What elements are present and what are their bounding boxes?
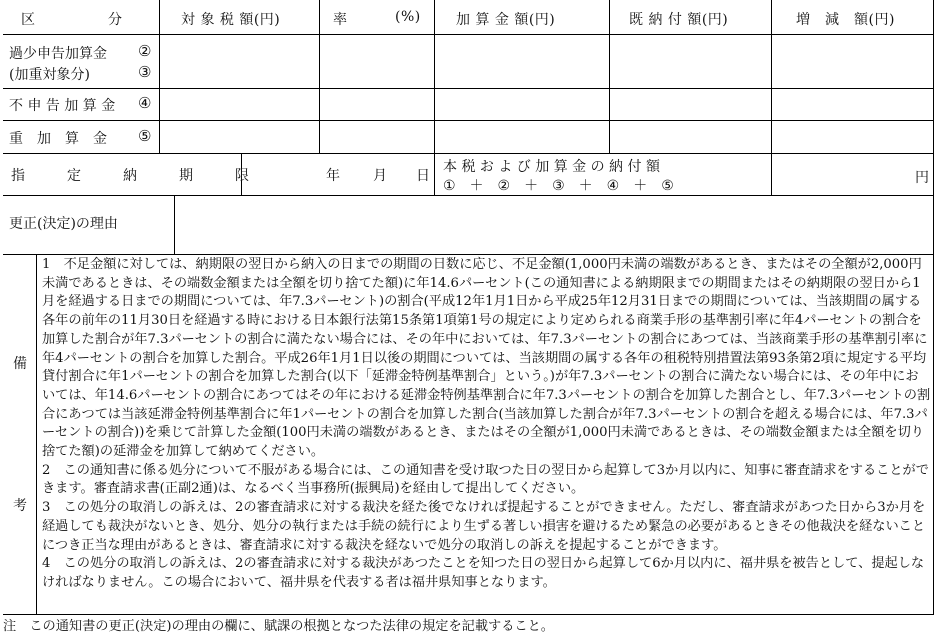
footer-note: 注 この通知書の更正(決定)の理由の欄に、賦課の根拠となつた法律の規定を記載すること。 bbox=[3, 619, 554, 634]
row-kasho-number: ② bbox=[138, 42, 152, 60]
rule-juka-bottom bbox=[3, 153, 933, 154]
remarks-paragraph-1: 1 不足金額に対しては、納期限の翌日から納入の日までの期間の日数に応じ、不足金額(1,000円未満の端数があるとき、またはその全額が2,000円未満であるときは、その端数金額または全額を切り捨てた額)に年14.6パーセント(この通知書による納期限までの期間またはその納期限の翌日から1月を経過する日までの期間については、年7.3パーセント)の割合(平成12年1月1日から平成25年12月31日までの期間については、当該期間の属する各年の前年の11月30日を経過する時における日本銀行法第15条第1項第1号の規定により定められる商業手形の基準割引率に年4パーセントの割合を加算した割合が年7.3パーセントの割合に満たない場合には、その年中においては、年7.3パーセントの割合にあつては、当該商業手形の基準割引率に年4パーセントの割合を加算した割合。平成26年1月1日以後の期間については、当該期間の属する各年の租税特別措置法第93条第2項に規定する平均貸付割合に年1パーセントの割合を加算した割合(以下「延滞金特例基準割合」という。)が年7.3パーセントの割合に満たない場合には、その年中においては、年14.6パーセントの割合にあつてはその年における延滞金特例基準割合に年7.3パーセントの割合を加算した割合とし、年7.3パーセントの割合にあつては当該延滞金特例基準割合に年1パーセントの割合を加算した割合(当該加算した割合が年7.3パーセントの割合を超える場合には、年7.3パーセントの割合))を乗じて計算した金額(100円未満の端数があるとき、またはその全額が1,000円未満であるときは、その端数金額または全額を切り捨てた額)の延滞金を加算して納めてください。 bbox=[42, 257, 931, 460]
header-kasan-kingaku: 加 算 金 額(円) bbox=[456, 12, 556, 28]
row-fushinkoku-number: ④ bbox=[138, 94, 152, 112]
reason-label: 更正(決定)の理由 bbox=[9, 216, 118, 232]
header-zogen-gaku: 増 減 額(円) bbox=[796, 12, 895, 28]
rule-col-1 bbox=[159, 0, 160, 153]
deadline-label: 指 定 納 期 限 bbox=[11, 168, 249, 184]
row-kasho-sub-number: ③ bbox=[138, 63, 152, 81]
header-kino-fugaku: 既 納 付 額(円) bbox=[629, 12, 729, 28]
rule-reason-bottom bbox=[3, 254, 933, 255]
rule-reason-label bbox=[174, 195, 175, 254]
header-kubun: 区 分 bbox=[21, 12, 123, 28]
rule-col-2 bbox=[319, 0, 320, 153]
deadline-day: 日 bbox=[416, 168, 430, 184]
row-fushinkoku-label: 不 申 告 加 算 金 bbox=[9, 98, 116, 114]
rule-header-bottom bbox=[3, 34, 933, 35]
remarks-body bbox=[42, 256, 931, 593]
header-ritsu-unit: (%) bbox=[395, 9, 421, 25]
remarks-paragraph-2: 2 この通知書に係る処分について不服がある場合には、この通知書を受け取つた日の翌日から起算して3か月以内に、知事に審査請求をすることができます。審査請求書(正副2通)は、なるべく当事務所(振興局)を経由して提出してください。 bbox=[42, 462, 929, 497]
remarks-paragraph-3: 3 この処分の取消しの訴えは、2の審査請求に対する裁決を経た後でなければ提起することができません。ただし、審査請求があつた日から3か月を経過しても裁決がないとき、処分、処分の執行または手続の続行により生ずる著しい損害を避けるため緊急の必要があるときその他裁決を経ないことにつき正当な理由があるときは、審査請求に対する裁決を経ないで処分の取消しの訴えを提起することができます。 bbox=[42, 500, 926, 553]
remarks-label-bi: 備 bbox=[13, 356, 27, 372]
rule-deadline-bottom bbox=[3, 195, 933, 196]
row-juka-label: 重 加 算 金 bbox=[9, 131, 107, 147]
notice-form-table bbox=[3, 0, 934, 615]
remarks-paragraph-4: 4 この処分の取消しの訴えは、2の審査請求に対する裁決があつたことを知つた日の翌日から起算して6か月以内に、福井県を被告として、提起しなければなりません。この場合において、福井県を代表する者は福井県知事となります。 bbox=[42, 556, 925, 590]
rule-kasho-bottom bbox=[3, 88, 933, 89]
rule-fushinkoku-bottom bbox=[3, 120, 933, 121]
row-kasho-label: 過少申告加算金 bbox=[9, 46, 107, 62]
rule-col-3 bbox=[434, 0, 435, 195]
rule-remarks-label bbox=[36, 254, 37, 614]
rule-col-4 bbox=[609, 0, 610, 153]
header-ritsu: 率 bbox=[333, 12, 348, 28]
total-payment-yen: 円 bbox=[915, 170, 929, 186]
remarks-label-ko: 考 bbox=[13, 498, 27, 514]
deadline-month: 月 bbox=[373, 168, 387, 184]
row-kasho-sub-label: (加重対象分) bbox=[9, 67, 90, 83]
row-juka-number: ⑤ bbox=[138, 127, 152, 145]
header-taisho-zeigaku: 対 象 税 額(円) bbox=[181, 12, 281, 28]
total-payment-formula: ① ＋ ② ＋ ③ ＋ ④ ＋ ⑤ bbox=[443, 178, 674, 194]
deadline-year: 年 bbox=[326, 168, 340, 184]
total-payment-label: 本 税 お よ び 加 算 金 の 納 付 額 bbox=[443, 159, 660, 175]
rule-col-5 bbox=[771, 0, 772, 195]
